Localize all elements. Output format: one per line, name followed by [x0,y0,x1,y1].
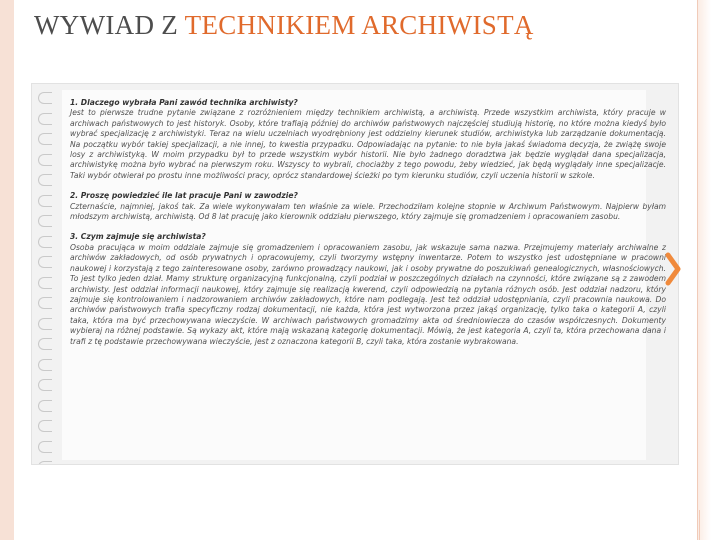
right-rule-inner-line [699,510,706,540]
left-decorative-rule [0,0,14,540]
right-decorative-rule [697,0,720,540]
interview-text [70,98,666,357]
question-1: 1. Dlaczego wybrała Pani zawód technika archiwisty? [70,98,298,107]
chevron-right-icon[interactable] [663,252,683,286]
slide-title-part2: TECHNIKIEM ARCHIWISTĄ [184,10,534,40]
document-screenshot [31,83,679,465]
answer-1: Jest to pierwsze trudne pytanie związane z rozróżnieniem między technikiem archiwistą, a archiwistą. Przede wszystkim archiwista, który pracuje w archiwach państwowych to jest historyk. Osoby, które trafiają później do archiwów państwowych najczęściej studiują historię, no które można kiedyś było wybrać specjalizację z archiwistyki. Teraz na wielu uczelniach wyodrębniony jest oddzielny kierunek studiów, archiwistyka lub zarządzanie dokumentacją. Na początku wybór takiej specjalizacji, a nie innej, to kwestia przypadku. Odpowiadając na pytanie: to nie była jakaś świadoma decyzja, że zwiążę swoje losy z archiwistyką. W moim przypadku był to przede wszystkim wybór historii. Nie było żadnego doradztwa jak będzie wyglądał dana specjalizacja, archiwistykę można było wybrać na pierwszym roku. Wszyscy to wybrali, chociażby z tego powodu, żeby wiedzieć, jak będą wyglądały inne specjalizacje. Taki wybór otwierał po prostu inne możliwości pracy, oprócz standardowej ścieżki po tym kierunku studiów, czyli uczenia historii w szkole. [70,108,666,180]
notebook-rings [32,92,52,465]
answer-2: Czternaście, najmniej, jakoś tak. Za wiele wykonywałam ten właśnie za wiele. Przechodziłam kolejne stopnie w Archiwum Państwowym. Najpierw byłam młodszym archiwistą, archiwistą. Od 8 lat pracuję jako kierownik oddziału pierwszego, który zajmuje się gromadzeniem i opracowaniem zasobu. [70,201,666,222]
slide-title [34,10,534,41]
slide-title-part1: WYWIAD Z [34,10,185,40]
answer-3: Osoba pracująca w moim oddziale zajmuje się gromadzeniem i opracowaniem zasobu, jak wskazuje sama nazwa. Przejmujemy materiały archiwalne z archiwów zakładowych, od osób prywatnych i opracowujemy, czyli tworzymy wstępny inwentarze. Potem to wszystko jest udostępniane w pracowni naukowej i korzystają z tego zainteresowane osoby, zarówno prowadzący naukowi, jak i osoby prywatne do poszukiwań genealogicznych, własnościowych. To jest tylko jeden dział. Mamy strukturę organizacyjną funkcjonalną, czyli podział w poszczególnych działach na czynności, które związane są z zawodem archiwisty. Jest oddział informacji naukowej, który zajmuje się realizacją kwerend, czyli odpowiedzią na pytania różnych osób. Jest oddział nadzoru, który zajmuje się kontrolowaniem i nadzorowaniem archiwów zakładowych, które nam podlegają. Jest też oddział udostępniania, czyli pracownia naukowa. Do archiwów państwowych trafia specyficzny rodzaj dokumentacji, nie każda, która jest wytworzona przez jakąś organizację, tylko taka o kategorii A, czyli taka, która ma być przechowywana wieczyście. W archiwach państwowych gromadzimy akta od średniowiecza do czasów współczesnych. Dokumenty wybieraj na różnej podstawie. Są wykazy akt, które mają wskazaną kategorię dokumentacji. Mówią, że jest kategoria A, czyli ta, która przechowana dana i trafi z tę podstawie przechowywana wieczyście, jest z oznaczona kategorii B, czyli taka, która zostanie wybrakowana. [70,242,666,346]
question-2: 2. Proszę powiedzieć ile lat pracuje Pani w zawodzie? [70,191,298,201]
question-3: 3. Czym zajmuje się archiwista? [70,232,206,242]
